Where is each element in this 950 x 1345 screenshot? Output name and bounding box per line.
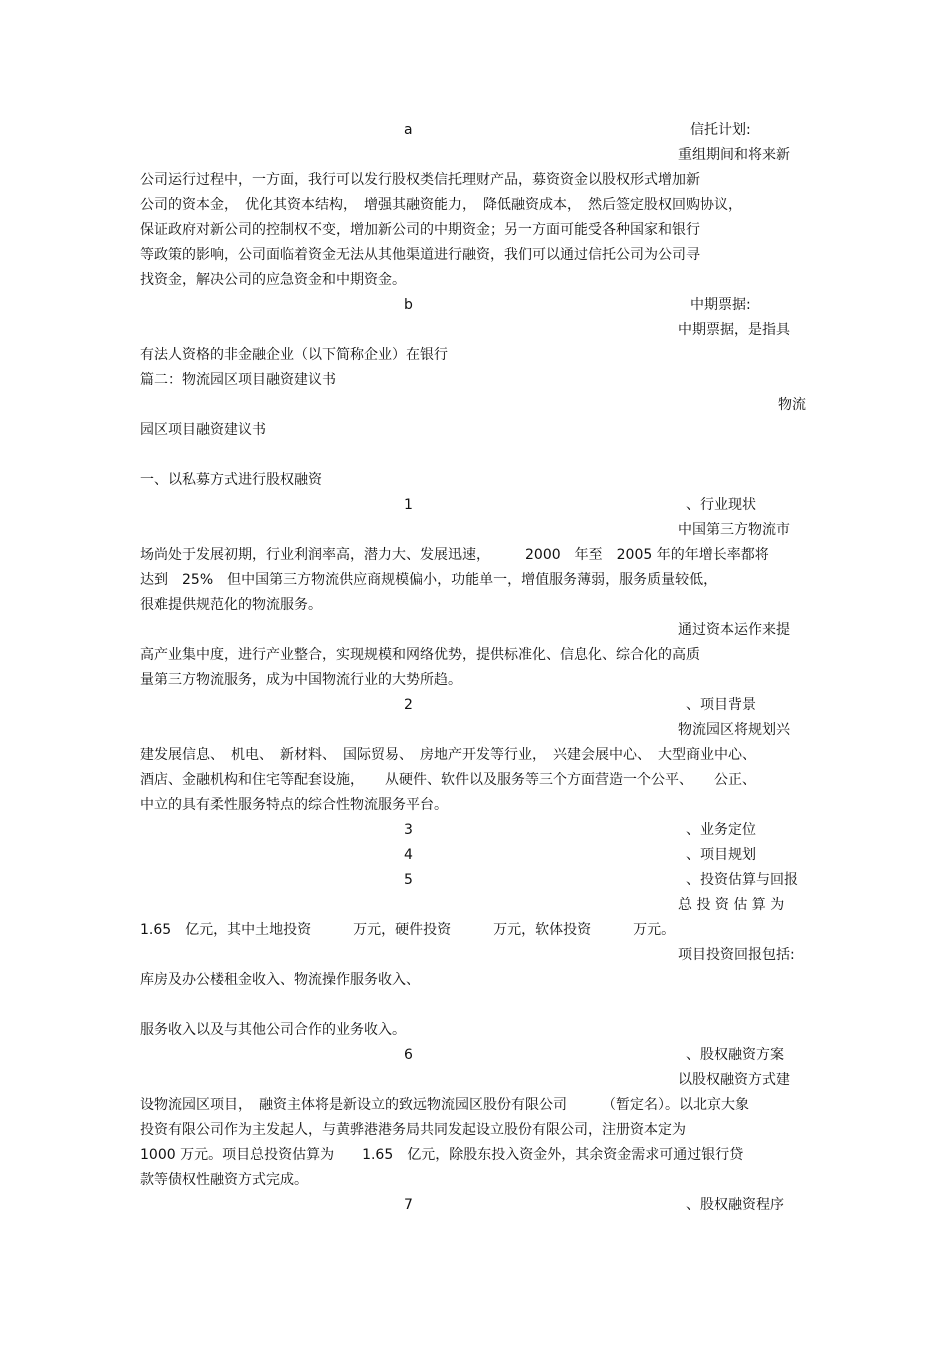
text-line: 1.65 亿元，其中土地投资 万元，硬件投资 万元，软体投资 万元。 [140, 922, 676, 938]
text-line: 很难提供规范化的物流服务。 [140, 597, 322, 613]
text-line: 一、以私募方式进行股权融资 [140, 472, 322, 488]
text-line: 3 [404, 822, 413, 838]
text-line: 项目投资回报包括: [678, 947, 795, 963]
text-line: 找资金，解决公司的应急资金和中期资金。 [140, 272, 406, 288]
text-line: 、项目背景 [686, 697, 756, 713]
text-line: 中期票据: [690, 297, 751, 313]
text-line: 信托计划: [690, 122, 751, 138]
text-line: 5 [404, 872, 413, 888]
text-line: 以股权融资方式建 [678, 1072, 790, 1088]
text-line: 公司的资本金， 优化其资本结构， 增强其融资能力， 降低融资成本， 然后签定股权回购协议， [140, 197, 742, 213]
text-line: a [404, 122, 413, 138]
text-line: 篇二：物流园区项目融资建议书 [140, 372, 336, 388]
text-line: 达到 25% 但中国第三方物流供应商规模偏小，功能单一，增值服务薄弱，服务质量较低， [140, 572, 718, 588]
text-line: 量第三方物流服务，成为中国物流行业的大势所趋。 [140, 672, 462, 688]
text-line: 、股权融资程序 [686, 1197, 784, 1213]
text-line: 重组期间和将来新 [678, 147, 790, 163]
text-line: 通过资本运作来提 [678, 622, 790, 638]
text-line: 中期票据，是指具 [678, 322, 790, 338]
text-line: 4 [404, 847, 413, 863]
text-line: 、行业现状 [686, 497, 756, 513]
text-line: 设物流园区项目， 融资主体将是新设立的致远物流园区股份有限公司 （暂定名）。以北京大象 [140, 1097, 749, 1113]
text-line: 库房及办公楼租金收入、物流操作服务收入、 [140, 972, 420, 988]
text-line: 等政策的影响，公司面临着资金无法从其他渠道进行融资，我们可以通过信托公司为公司寻 [140, 247, 700, 263]
text-line: 保证政府对新公司的控制权不变，增加新公司的中期资金；另一方面可能受各种国家和银行 [140, 222, 700, 238]
text-line: 物流 [778, 397, 806, 413]
text-line: 6 [404, 1047, 413, 1063]
text-line: 建发展信息、 机电、 新材料、 国际贸易、 房地产开发等行业， 兴建会展中心、 大型商业中心、 [140, 747, 756, 763]
text-line: 、投资估算与回报 [686, 872, 798, 888]
text-line: 中国第三方物流市 [678, 522, 790, 538]
text-line: 7 [404, 1197, 413, 1213]
text-line: 、股权融资方案 [686, 1047, 784, 1063]
text-line: 中立的具有柔性服务特点的综合性物流服务平台。 [140, 797, 448, 813]
text-line: 1000 万元。项目总投资估算为 1.65 亿元，除股东投入资金外，其余资金需求可通过银行贷 [140, 1147, 744, 1163]
text-line: 、业务定位 [686, 822, 756, 838]
text-line: 、项目规划 [686, 847, 756, 863]
text-line: 园区项目融资建议书 [140, 422, 266, 438]
text-line: 投资有限公司作为主发起人，与黄骅港港务局共同发起设立股份有限公司，注册资本定为 [140, 1122, 686, 1138]
text-line: 款等债权性融资方式完成。 [140, 1172, 308, 1188]
text-line: 2 [404, 697, 413, 713]
text-line: 物流园区将规划兴 [678, 722, 790, 738]
text-line: b [404, 297, 413, 313]
text-line: 有法人资格的非金融企业（以下简称企业）在银行 [140, 347, 448, 363]
text-line: 酒店、金融机构和住宅等配套设施， 从硬件、软件以及服务等三个方面营造一个公平、 公正、 [140, 772, 756, 788]
text-line: 总 投 资 估 算 为 [678, 897, 785, 913]
text-line: 1 [404, 497, 413, 513]
text-line: 场尚处于发展初期，行业利润率高，潜力大、发展迅速， 2000 年至 2005 年的年增长率都将 [140, 547, 769, 563]
text-line: 高产业集中度，进行产业整合，实现规模和网络优势，提供标准化、信息化、综合化的高质 [140, 647, 700, 663]
text-line: 公司运行过程中，一方面，我行可以发行股权类信托理财产品，募资资金以股权形式增加新 [140, 172, 700, 188]
text-line: 服务收入以及与其他公司合作的业务收入。 [140, 1022, 406, 1038]
